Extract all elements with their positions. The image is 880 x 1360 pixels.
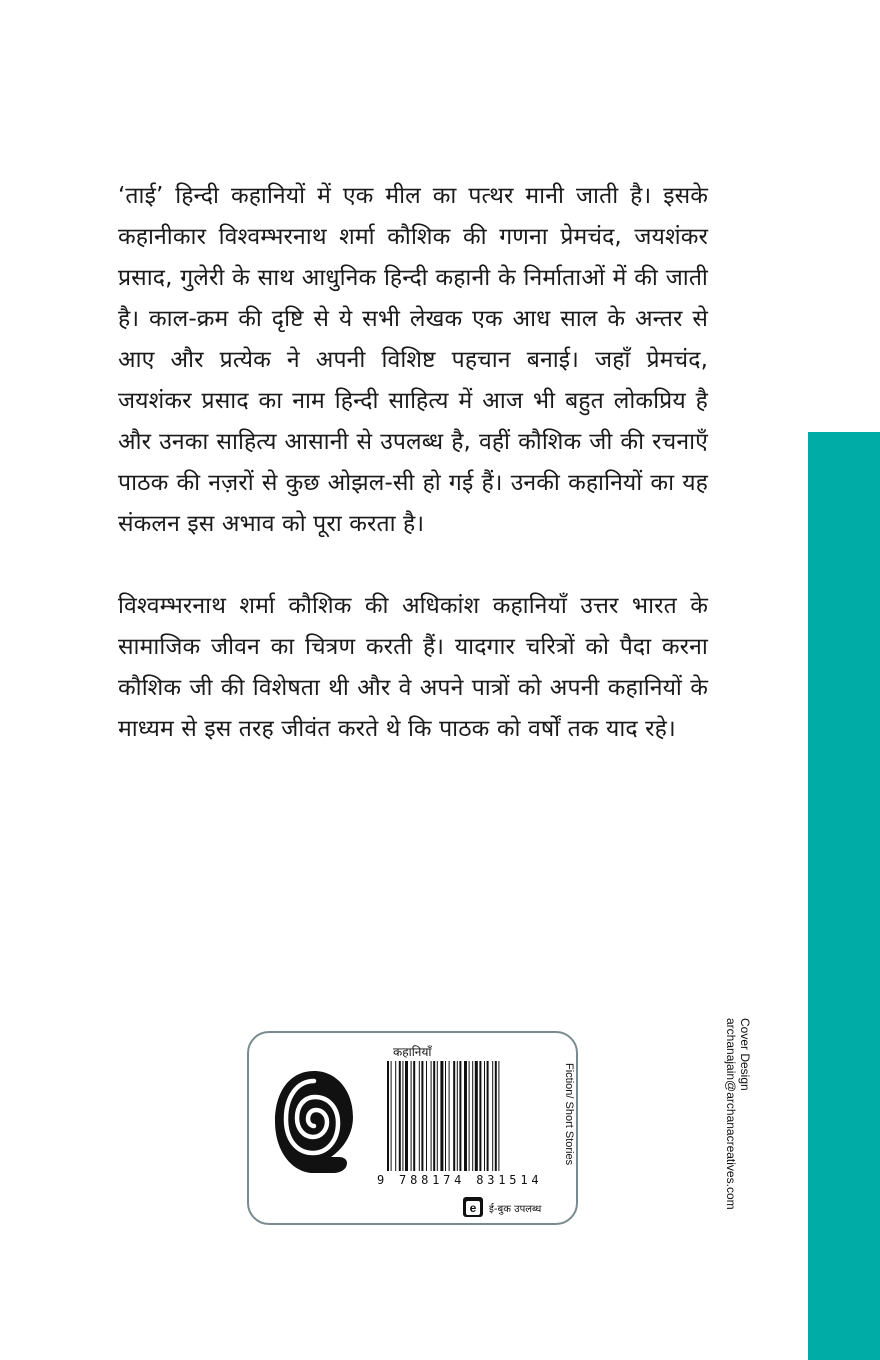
cover-design-credit xyxy=(724,1018,752,1210)
isbn-barcode xyxy=(387,1061,552,1171)
genre-hindi-label: कहानियाँ xyxy=(393,1045,432,1059)
barcode-card xyxy=(247,1031,578,1225)
blurb-paragraph-2: विश्वम्भरनाथ शर्मा कौशिक की अधिकांश कहानियाँ उत्तर भारत के सामाजिक जीवन का चित्रण करती हैं। यादगार चरित्रों को पैदा करना कौशिक जी की विशेषता थी और वे अपने पात्रों को अपनी कहानियों के माध्यम से इस तरह जीवंत करते थे कि पाठक को वर्षों तक याद रहे। xyxy=(118,593,708,742)
ebook-icon: e xyxy=(463,1197,483,1217)
isbn-digits: 9 788174 831514 xyxy=(377,1173,543,1187)
teal-accent-strip xyxy=(808,432,880,1360)
credit-label: Cover Design xyxy=(738,1018,752,1091)
credit-email: archanajain@archanacreatives.com xyxy=(724,1018,738,1210)
back-cover-blurb xyxy=(118,176,708,791)
spiral-logo-icon xyxy=(271,1067,357,1179)
ebook-available-text: ई-बुक उपलब्ध xyxy=(489,1204,542,1215)
genre-english-label: Fiction/ Short Stories xyxy=(563,1063,575,1166)
blurb-paragraph-1: ‘ताई’ हिन्दी कहानियों में एक मील का पत्थर मानी जाती है। इसके कहानीकार विश्वम्भरनाथ शर्मा कौशिक की गणना प्रेमचंद, जयशंकर प्रसाद, गुलेरी के साथ आधुनिक हिन्दी कहानी के निर्माताओं में की जाती है। काल-क्रम की दृष्टि से ये सभी लेखक एक आध साल के अन्तर से आए और प्रत्येक ने अपनी विशिष्ट पहचान बनाई। जहाँ प्रेमचंद, जयशंकर प्रसाद का नाम हिन्दी साहित्य में आज भी बहुत लोकप्रिय है और उनका साहित्य आसानी से उपलब्ध है, वहीं कौशिक जी की रचनाएँ पाठक की नज़रों से कुछ ओझल-सी हो गई हैं। उनकी कहानियों का यह संकलन इस अभाव को पूरा करता है। xyxy=(118,183,708,537)
